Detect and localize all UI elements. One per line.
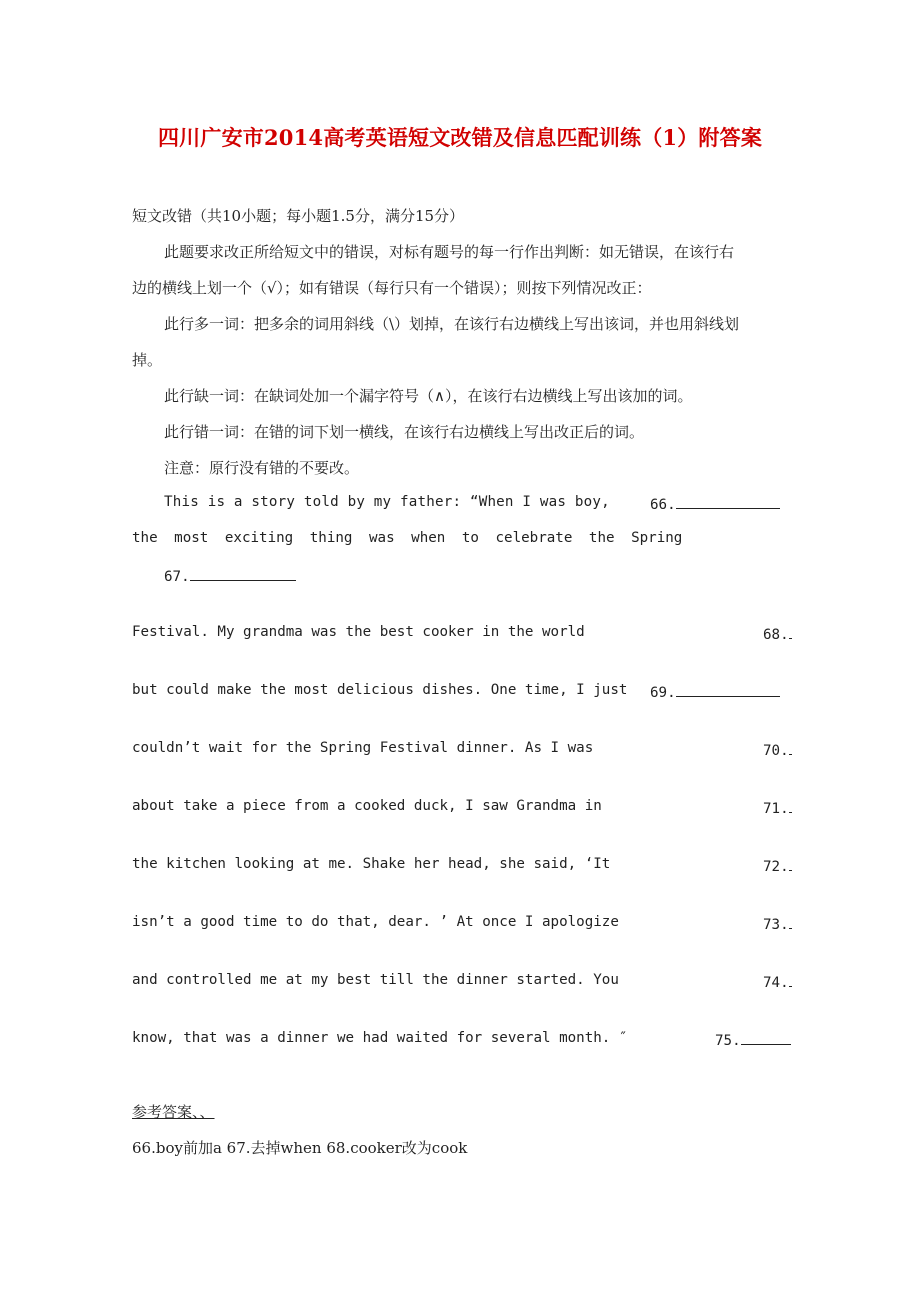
question-number-70: 70. — [763, 743, 789, 759]
answer-blank-72[interactable] — [789, 856, 792, 871]
answer-slot-70[interactable] — [763, 740, 792, 759]
question-number-66: 66. — [650, 497, 676, 513]
question-number-74: 74. — [763, 975, 789, 991]
answer-blank-74[interactable] — [789, 972, 792, 987]
answer-blank-67[interactable] — [190, 566, 296, 581]
answer-slot-66[interactable] — [650, 494, 780, 513]
answer-blank-75[interactable] — [741, 1030, 791, 1045]
answer-slot-74[interactable] — [763, 972, 792, 991]
answer-slot-75[interactable] — [715, 1030, 791, 1049]
page-title: 四川广安市2014高考英语短文改错及信息匹配训练（1）附答案 — [157, 125, 763, 150]
question-number-71: 71. — [763, 801, 789, 817]
instruction-note: 注意：原行没有错的不要改。 — [164, 459, 360, 477]
passage-line-66: This is a story told by my father: “When I was boy, — [164, 494, 610, 510]
question-number-73: 73. — [763, 917, 789, 933]
passage-line-75: know, that was a dinner we had waited for several month. ″ — [132, 1030, 628, 1046]
answer-blank-70[interactable] — [789, 740, 792, 755]
instruction-intro-line2: 边的横线上划一个（√）；如有错误（每行只有一个错误）；则按下列情况改正： — [132, 279, 652, 297]
section-heading: 短文改错（共10小题；每小题1.5分，满分15分） — [132, 207, 465, 225]
answers-heading: 参考答案、、 — [132, 1103, 215, 1121]
question-number-72: 72. — [763, 859, 789, 875]
instruction-missing: 此行缺一词：在缺词处加一个漏字符号（∧），在该行右边横线上写出该加的词。 — [164, 387, 693, 405]
answer-slot-71[interactable] — [763, 798, 792, 817]
instruction-intro-line1: 此题要求改正所给短文中的错误，对标有题号的每一行作出判断：如无错误，在该行右 — [164, 243, 735, 261]
answer-blank-73[interactable] — [789, 914, 792, 929]
answer-blank-71[interactable] — [789, 798, 792, 813]
answer-slot-68[interactable] — [763, 624, 792, 643]
passage-line-69: but could make the most delicious dishes. One time, I just — [132, 682, 628, 698]
passage-line-67: the most exciting thing was when to celebrate the Spring — [132, 530, 683, 546]
instruction-extra-line1: 此行多一词：把多余的词用斜线（\）划掉，在该行右边横线上写出该词，并也用斜线划 — [164, 315, 740, 333]
passage-line-70: couldn’t wait for the Spring Festival dinner. As I was — [132, 740, 594, 756]
answer-slot-72[interactable] — [763, 856, 792, 875]
passage-line-74: and controlled me at my best till the dinner started. You — [132, 972, 619, 988]
question-number-69: 69. — [650, 685, 676, 701]
question-number-67: 67. — [164, 569, 190, 585]
question-number-75: 75. — [715, 1033, 741, 1049]
passage-line-71: about take a piece from a cooked duck, I saw Grandma in — [132, 798, 602, 814]
answer-blank-66[interactable] — [676, 494, 780, 509]
instruction-wrong: 此行错一词：在错的词下划一横线，在该行右边横线上写出改正后的词。 — [164, 423, 645, 441]
instruction-extra-line2: 掉。 — [132, 351, 163, 369]
answers-line: 66.boy前加a 67.去掉when 68.cooker改为cook — [132, 1139, 468, 1157]
answer-slot-67[interactable] — [164, 566, 296, 585]
passage-line-72: the kitchen looking at me. Shake her head, she said, ‘It — [132, 856, 611, 872]
question-number-68: 68. — [763, 627, 789, 643]
passage-line-73: isn’t a good time to do that, dear. ’ At once I apologize — [132, 914, 619, 930]
answer-slot-73[interactable] — [763, 914, 792, 933]
passage-line-68: Festival. My grandma was the best cooker in the world — [132, 624, 585, 640]
answer-blank-68[interactable] — [789, 624, 792, 639]
answer-slot-69[interactable] — [650, 682, 780, 701]
answer-blank-69[interactable] — [676, 682, 780, 697]
